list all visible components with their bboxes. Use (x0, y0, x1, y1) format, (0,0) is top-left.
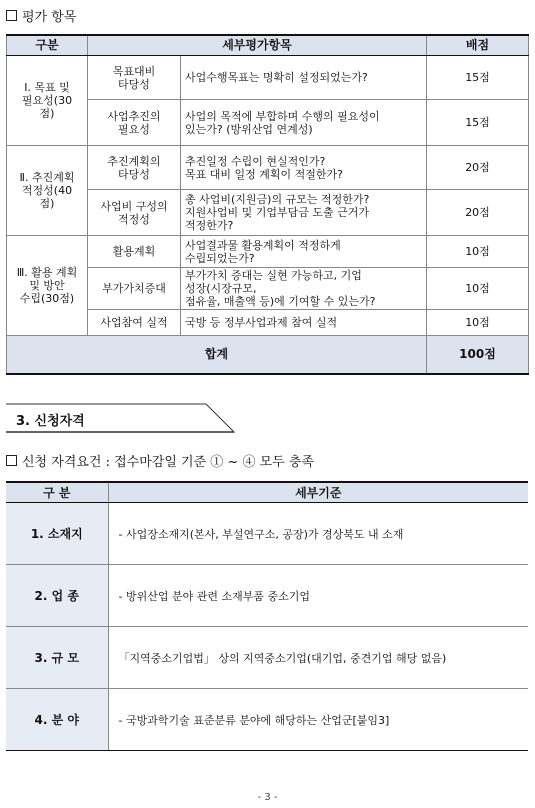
criterion-description: - 국방과학기술 표준분류 분야에 해당하는 산업군[붙임3] (108, 689, 528, 751)
eligibility-table (6, 481, 528, 751)
score-cell: 20점 (427, 190, 529, 236)
total-score: 100점 (427, 336, 529, 375)
category-cell: Ⅲ. 활용 계획 및 방안 수립(30점) (7, 236, 88, 336)
detail-item-cell: 국방 등 정부사업과제 참여 실적 (181, 310, 427, 336)
subcategory-cell: 활용계획 (88, 236, 181, 268)
table-row (7, 236, 529, 268)
section-heading-evaluation (6, 6, 76, 25)
criterion-description: 「지역중소기업법」 상의 지역중소기업(대기업, 중견기업 해당 없음) (108, 627, 528, 689)
table-row (7, 56, 529, 100)
header-division: 구 분 (6, 482, 108, 503)
subcategory-cell: 추진계획의 타당성 (88, 146, 181, 190)
checkbox-square-icon (6, 10, 17, 21)
table-row (6, 627, 528, 689)
category-cell: Ⅱ. 추진계획 적정성(40 점) (7, 146, 88, 236)
total-label: 합계 (7, 336, 427, 375)
eligibility-heading-text: 신청 자격요건 : 접수마감일 기준 ① ~ ④ 모두 충족 (22, 455, 314, 470)
criterion-label: 2. 업 종 (6, 565, 108, 627)
category-cell: Ⅰ. 목표 및 필요성(30 점) (7, 56, 88, 146)
table-header-row (6, 482, 528, 503)
table-row (7, 146, 529, 190)
table-row (6, 689, 528, 751)
subcategory-cell: 사업비 구성의 적정성 (88, 190, 181, 236)
section-title-tab (6, 401, 236, 433)
subcategory-cell: 목표대비 타당성 (88, 56, 181, 100)
subcategory-cell: 사업참여 실적 (88, 310, 181, 336)
detail-item-cell: 사업의 목적에 부합하며 수행의 필요성이 있는가? (방위산업 연계성) (181, 100, 427, 146)
score-cell: 15점 (427, 56, 529, 100)
score-cell: 10점 (427, 310, 529, 336)
page-number: - 3 - (257, 792, 278, 803)
score-cell: 10점 (427, 236, 529, 268)
section-heading-eligibility (6, 451, 314, 470)
checkbox-square-icon (6, 455, 17, 466)
detail-item-cell: 사업수행목표는 명확히 설정되었는가? (181, 56, 427, 100)
detail-item-cell: 추진일정 수립이 현실적인가? 목표 대비 일정 계획이 적절한가? (181, 146, 427, 190)
criterion-label: 4. 분 야 (6, 689, 108, 751)
evaluation-table (6, 34, 529, 375)
section-heading-text: 평가 항목 (22, 10, 77, 25)
criterion-label: 1. 소재지 (6, 503, 108, 565)
score-cell: 20점 (427, 146, 529, 190)
total-row (7, 336, 529, 375)
criterion-description: - 방위산업 분야 관련 소재부품 중소기업 (108, 565, 528, 627)
header-detail-items: 세부평가항목 (88, 35, 427, 56)
detail-item-cell: 부가가치 증대는 실현 가능하고, 기업 성장(시장규모, 점유율, 매출액 등)에 기여할 수 있는가? (181, 268, 427, 310)
header-category: 구분 (7, 35, 88, 56)
subcategory-cell: 사업추진의 필요성 (88, 100, 181, 146)
table-header-row (7, 35, 529, 56)
detail-item-cell: 총 사업비(지원금)의 규모는 적정한가? 지원사업비 및 기업부담금 도출 근거가 적정한가? (181, 190, 427, 236)
header-score: 배점 (427, 35, 529, 56)
section-title: 3. 신청자격 (16, 414, 85, 429)
criterion-description: - 사업장소재지(본사, 부설연구소, 공장)가 경상북도 내 소재 (108, 503, 528, 565)
criterion-label: 3. 규 모 (6, 627, 108, 689)
score-cell: 15점 (427, 100, 529, 146)
table-row (6, 565, 528, 627)
score-cell: 10점 (427, 268, 529, 310)
detail-item-cell: 사업결과물 활용계획이 적정하게 수립되었는가? (181, 236, 427, 268)
table-row (6, 503, 528, 565)
subcategory-cell: 부가가치증대 (88, 268, 181, 310)
header-criteria: 세부기준 (108, 482, 528, 503)
